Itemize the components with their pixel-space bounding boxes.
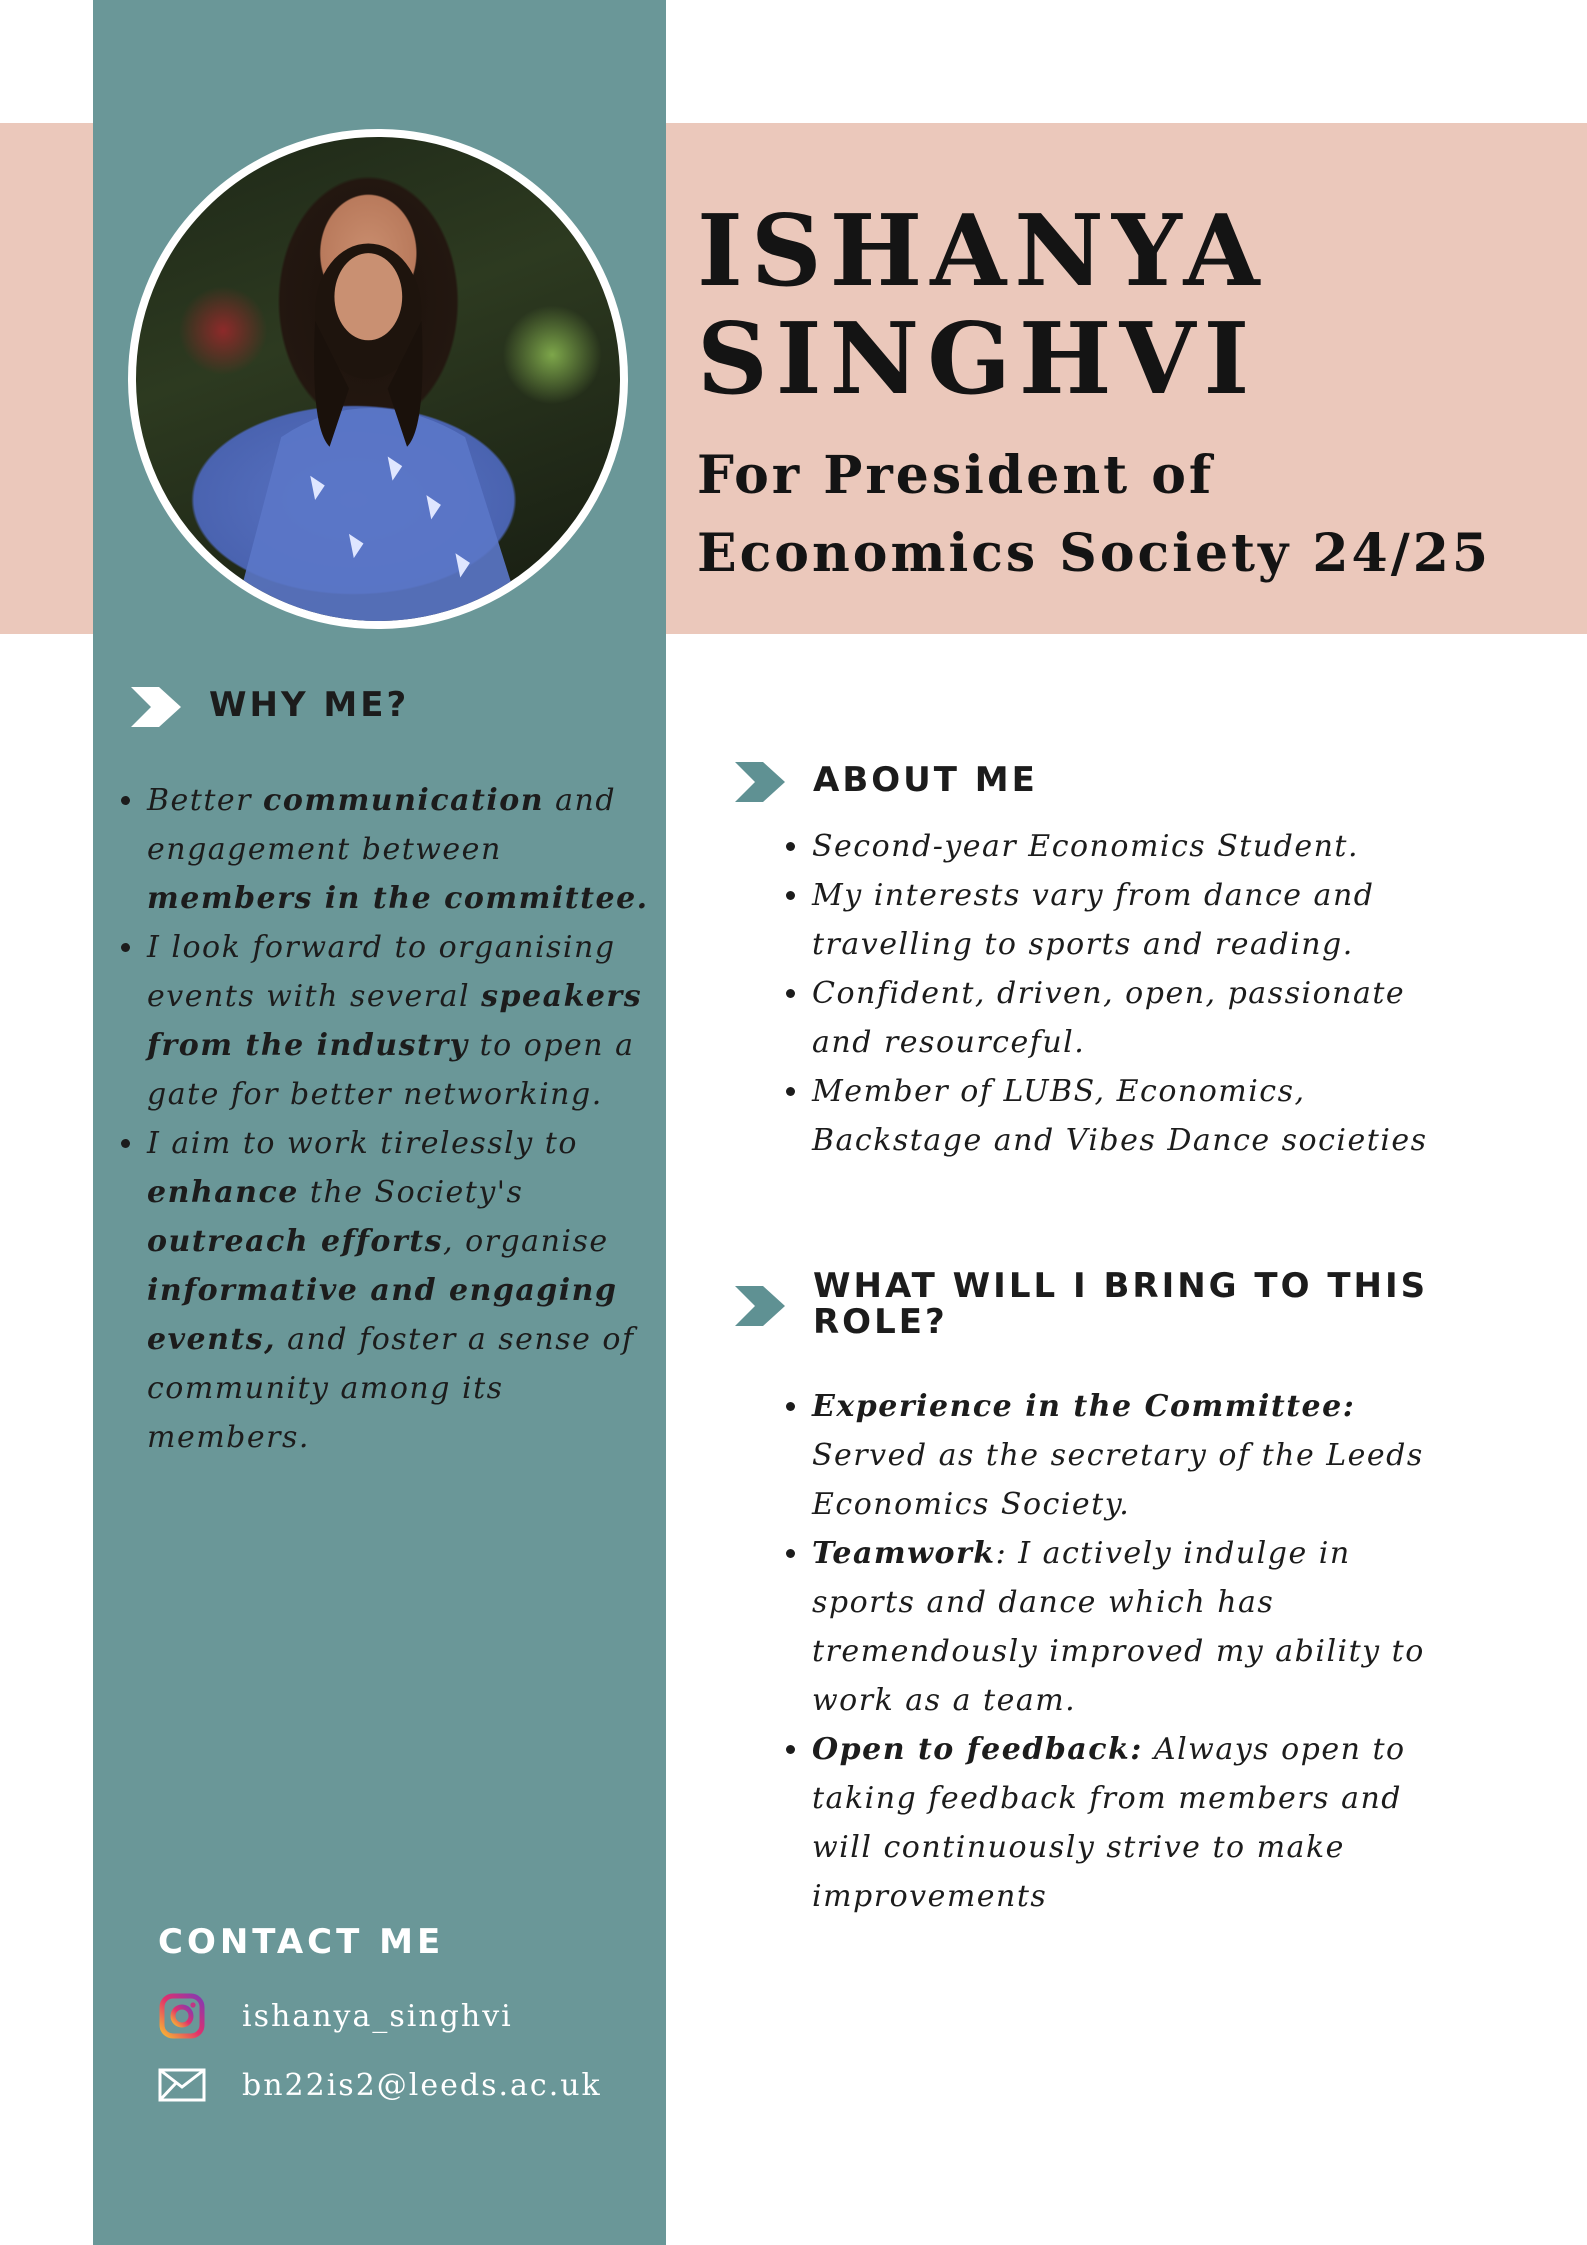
candidacy-subtitle xyxy=(697,437,1491,593)
bring-to-role-item xyxy=(812,1382,1452,1529)
text-run: , organise xyxy=(443,1224,609,1259)
bold-text: outreach efforts xyxy=(147,1224,443,1259)
bold-text: members in the committee. xyxy=(147,881,649,916)
name-line-2: SINGHVI xyxy=(697,302,1258,417)
about-me-item xyxy=(812,822,1472,871)
text-run: Served as the secretary of the Leeds Economics Society. xyxy=(812,1438,1424,1522)
instagram-handle[interactable]: ishanya_singhvi xyxy=(242,1998,513,2034)
about-me-item xyxy=(812,871,1472,969)
about-me-heading xyxy=(735,762,1038,802)
bold-text: enhance xyxy=(147,1175,299,1210)
chevron-right-icon xyxy=(735,1286,785,1326)
text-run: Confident, driven, open, passionate and resourceful. xyxy=(812,976,1406,1060)
envelope-icon xyxy=(158,2061,206,2109)
chevron-right-icon xyxy=(131,687,181,727)
email-address[interactable]: bn22is2@leeds.ac.uk xyxy=(242,2067,602,2103)
bring-to-role-heading xyxy=(735,1268,1433,1340)
text-run: Better xyxy=(147,783,264,818)
candidate-name xyxy=(697,194,1268,417)
bring-to-role-item xyxy=(812,1529,1452,1725)
instagram-contact[interactable] xyxy=(158,1992,513,2040)
bold-text: informative and engaging events, xyxy=(147,1273,618,1357)
email-contact[interactable] xyxy=(158,2061,602,2109)
why-me-item xyxy=(147,776,657,923)
bring-to-role-item xyxy=(812,1725,1452,1921)
text-run: I look forward to organising events with several xyxy=(147,930,616,1014)
text-run: My interests vary from dance and travelling to sports and reading. xyxy=(812,878,1375,962)
bold-text: communication xyxy=(263,783,545,818)
bold-text: Teamwork xyxy=(812,1536,996,1571)
bring-to-role-list xyxy=(812,1382,1452,1921)
about-me-item xyxy=(812,1067,1472,1165)
portrait-illustration xyxy=(136,137,620,621)
why-me-heading xyxy=(131,687,409,727)
bold-text: speakers from the industry xyxy=(147,979,643,1063)
why-me-item xyxy=(147,1119,657,1462)
text-run: : I actively indulge in sports and dance which has tremendously improved my ability to work as a team. xyxy=(812,1536,1425,1718)
about-me-list xyxy=(812,822,1472,1165)
subtitle-line-2: Economics Society 24/25 xyxy=(697,523,1492,584)
text-run: Always open to taking feedback from members and will continuously strive to make improvements xyxy=(812,1732,1406,1914)
profile-photo xyxy=(128,129,628,629)
bold-text: Open to feedback: xyxy=(812,1732,1143,1767)
contact-heading: CONTACT ME xyxy=(158,1922,445,1962)
bring-to-role-title: WHAT WILL I BRING TO THIS ROLE? xyxy=(813,1266,1429,1342)
subtitle-line-1: For President of xyxy=(697,445,1215,506)
instagram-icon xyxy=(158,1992,206,2040)
about-me-item xyxy=(812,969,1472,1067)
why-me-title: WHY ME? xyxy=(209,685,410,725)
text-run: to open a gate for better networking. xyxy=(147,1028,635,1112)
why-me-list xyxy=(147,776,657,1462)
text-run: and foster a sense of community among its members. xyxy=(147,1322,635,1455)
why-me-item xyxy=(147,923,657,1119)
bold-text: Experience in the Committee: xyxy=(812,1389,1356,1424)
name-line-1: ISHANYA xyxy=(697,194,1268,309)
text-run: I aim to work tirelessly to xyxy=(147,1126,578,1161)
text-run: and engagement between xyxy=(147,783,617,867)
about-me-title: ABOUT ME xyxy=(813,760,1038,800)
text-run: Member of LUBS, Economics, Backstage and Vibes Dance societies xyxy=(812,1074,1428,1158)
text-run: Second-year Economics Student. xyxy=(812,829,1360,864)
chevron-right-icon xyxy=(735,762,785,802)
text-run: the Society's xyxy=(298,1175,524,1210)
